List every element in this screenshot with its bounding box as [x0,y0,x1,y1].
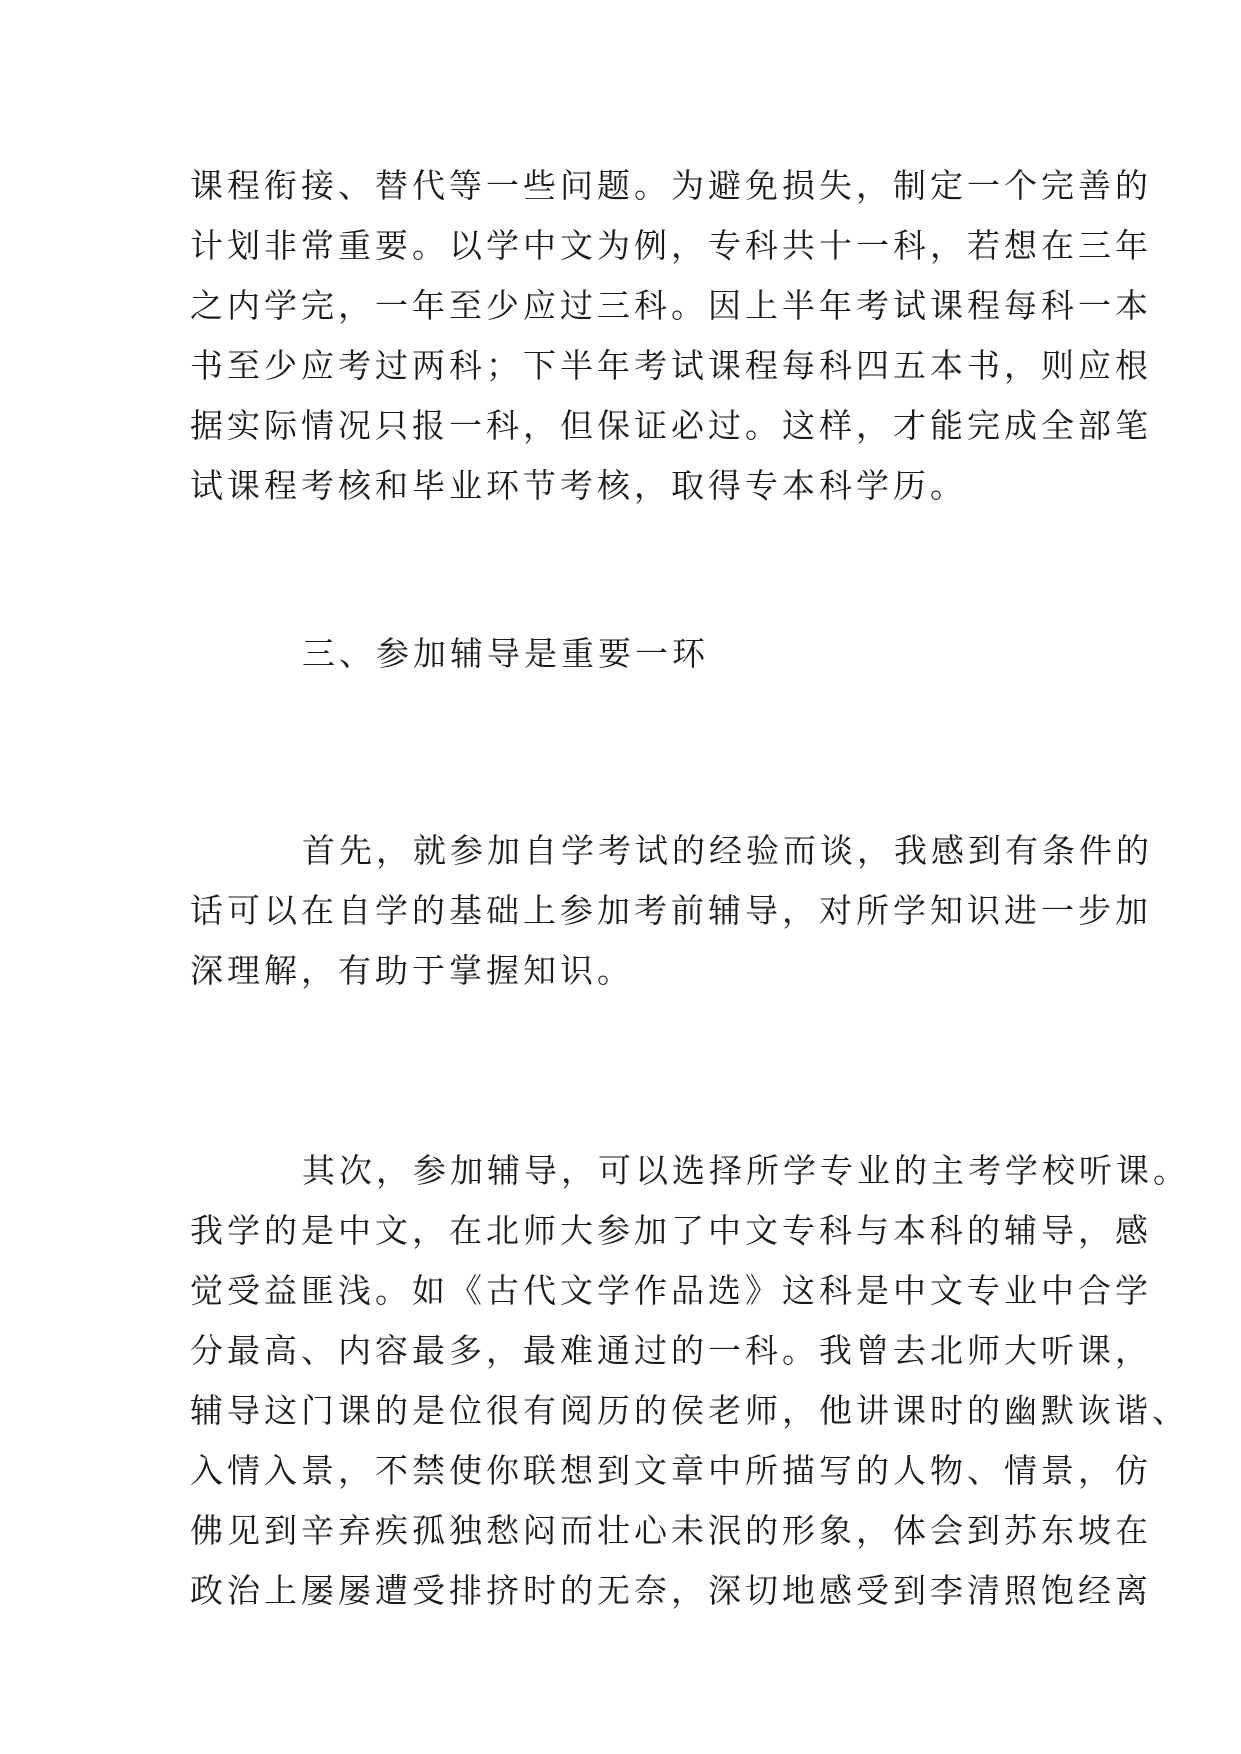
text-line: 我学的是中文，在北师大参加了中文专科与本科的辅导，感 [190,1211,1152,1250]
paragraph-course-plan [190,156,1152,516]
text-line: 觉受益匪浅。如《古代文学作品选》这科是中文专业中合学 [190,1271,1152,1310]
section-heading [190,624,1060,684]
text-line: 据实际情况只报一科，但保证必过。这样，才能完成全部笔 [190,406,1152,445]
text-line: 辅导这门课的是位很有阅历的侯老师，他讲课时的幽默诙谐、 [190,1391,1189,1430]
text-line: 其次，参加辅导，可以选择所学专业的主考学校听课。 [302,1151,1190,1190]
section-heading-text: 三、参加辅导是重要一环 [302,634,709,673]
text-line: 之内学完，一年至少应过三科。因上半年考试课程每科一本 [190,286,1152,325]
text-line: 试课程考核和毕业环节考核，取得专本科学历。 [190,466,967,505]
text-line: 政治上屡屡遭受排挤时的无奈，深切地感受到李清照饱经离 [190,1571,1152,1610]
paragraph-first-point [190,821,1153,1001]
text-line: 分最高、内容最多，最难通过的一科。我曾去北师大听课， [190,1331,1152,1370]
text-line: 课程衔接、替代等一些问题。为避免损失，制定一个完善的 [190,166,1152,205]
text-line: 佛见到辛弃疾孤独愁闷而壮心未泯的形象，体会到苏东坡在 [190,1511,1152,1550]
text-line: 深理解，有助于掌握知识。 [190,951,634,990]
text-line: 首先，就参加自学考试的经验而谈，我感到有条件的 [302,831,1153,870]
paragraph-second-point [190,1141,1190,1621]
text-line: 书至少应考过两科；下半年考试课程每科四五本书，则应根 [190,346,1152,385]
text-line: 话可以在自学的基础上参加考前辅导，对所学知识进一步加 [190,891,1152,930]
text-line: 计划非常重要。以学中文为例，专科共十一科，若想在三年 [190,226,1152,265]
text-line: 入情入景，不禁使你联想到文章中所描写的人物、情景，仿 [190,1451,1152,1490]
